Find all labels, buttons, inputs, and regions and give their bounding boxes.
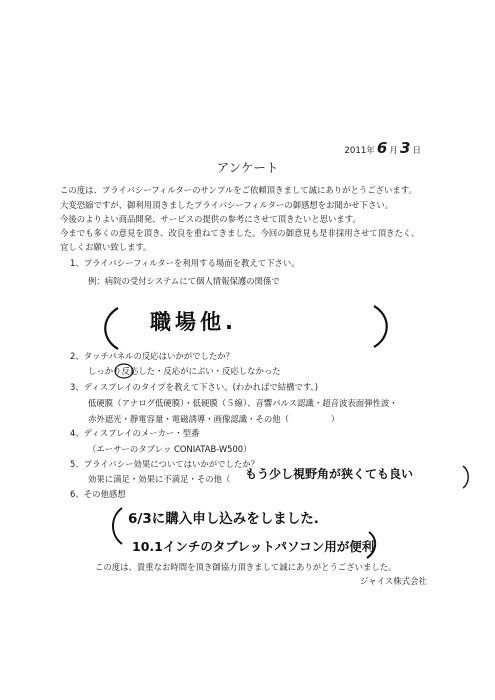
question-3-label: 3、ディスプレイのタイプを教えて下さい。(わかればで結構です。) [70,382,319,392]
intro-line-4: 今までも多くの意見を頂き、改良を重ねてきました。今回の御意見も是非採用させて頂きたく、 [60,228,420,238]
question-1-example: 例：病院の受付システムにて個人情報保護の関係で [88,276,280,286]
question-2-options: しっかり反応した・反応がにぶい・反応しなかった [88,366,281,376]
closing-message: この度は、貴重なお時間を頂き御協力頂きまして誠にありがとうございました。 [95,562,397,572]
q6-close-paren [367,532,375,558]
intro-line-5: 宜しくお願い致します。 [60,242,152,252]
date-day-handwritten: 3 [399,139,411,157]
question-6-handwritten-answer-line-2: 10.1インチのタブレットパソコン用が便利 [132,539,375,554]
question-1-handwritten-answer: 職場他. [150,310,237,334]
question-3-options-line-1: 低硬膜（アナログ低硬膜）・低硬膜（５線）、音響パルス認識・超音波表面弾性波・ [88,398,398,408]
company-name: ジャイス株式会社 [360,576,427,586]
q2-selection-circle [115,364,133,378]
q5-close-paren [463,466,468,488]
q1-close-paren [374,306,387,347]
question-5-handwritten-answer: もう少し視野角が狭くても良い [245,467,414,481]
question-3-options-line-2: 赤外遮光・静電容量・電磁誘導・画像認識・その他（ ） [88,414,340,424]
question-1-label: 1、プライバシーフィルターを利用する場面を教えて下さい。 [70,258,300,268]
survey-date: 2011年 6 月 3 日 [344,139,421,157]
date-month-handwritten: 6 [376,139,388,157]
intro-line-1: この度は、プライバシーフィルターのサンプルをご依頼頂きまして誠にありがとうございます。 [60,185,417,195]
question-5-label: 5、プライバシー効果についてはいかがでしたか？ [70,459,259,469]
question-4-answer: （エーサーのタブレッ CONIATAB-W500） [88,444,252,454]
question-4-label: 4、ディスプレイのメーカー・型番 [70,428,200,438]
q6-open-paren [113,508,122,544]
intro-line-2: 大変恐縮ですが、御利用頂きましたプライバシーフィルターの御感想をお聞かせ下さい。 [60,200,394,210]
page-title: アンケート [216,160,279,175]
question-6-label: 6、その他感想 [70,489,126,499]
question-6-handwritten-answer-line-1: 6/3に購入申し込みをしました. [128,511,319,527]
q1-open-paren [105,308,118,349]
intro-line-3: 今後のよりよい商品開発、サービスの提供の参考にさせて頂きたいと思います。 [60,214,361,224]
question-5-options: 効果に満足・効果に不満足・その他（ [88,474,231,484]
question-2-label: 2、タッチパネルの反応はいかがでしたか？ [70,351,234,361]
